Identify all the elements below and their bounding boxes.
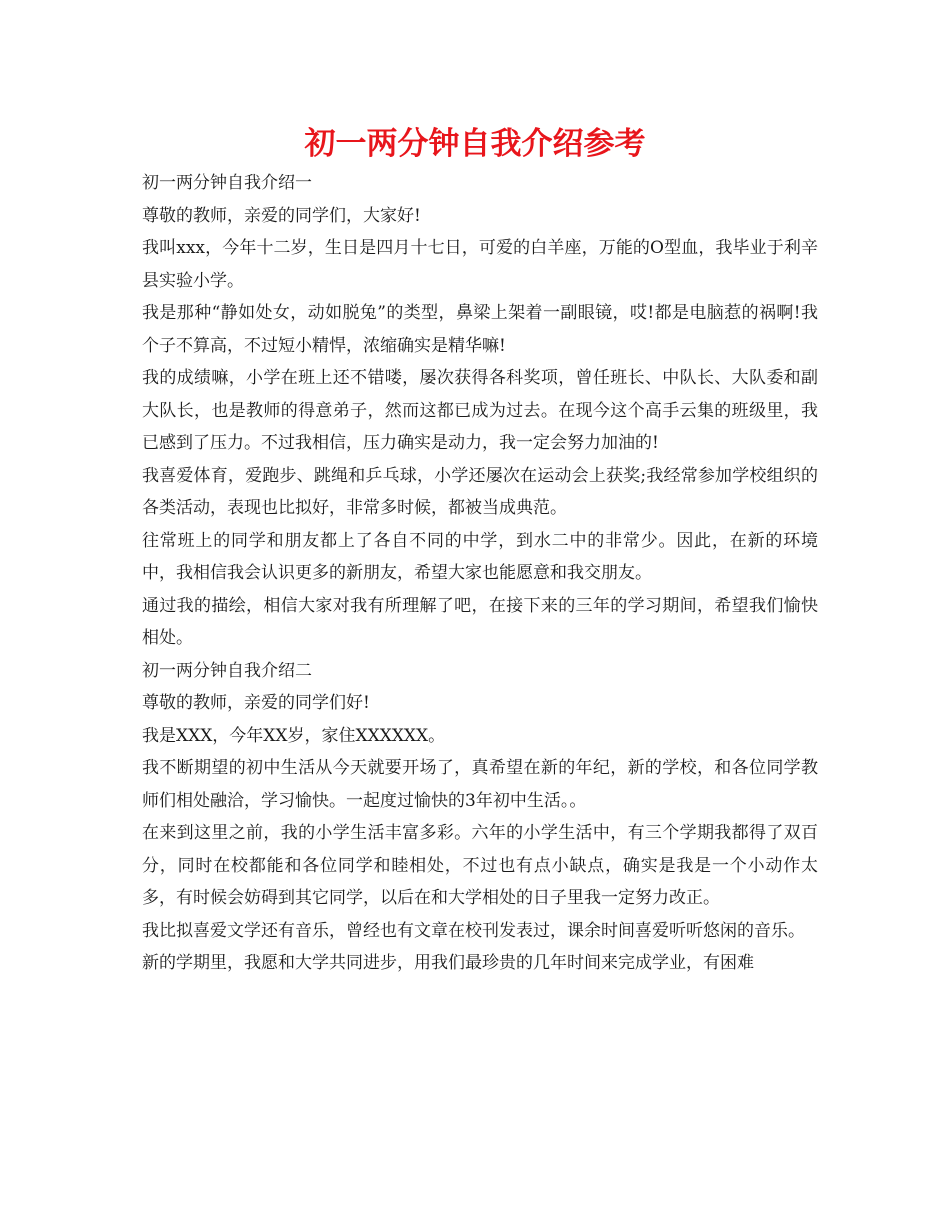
paragraph: 往常班上的同学和朋友都上了各自不同的中学，到水二中的非常少。因此，在新的环境中，我相信我会认识更多的新朋友，希望大家也能愿意和我交朋友。 (142, 530, 818, 583)
document-body (142, 167, 818, 980)
paragraph: 我的成绩嘛，小学在班上还不错喽，屡次获得各科奖项，曾任班长、中队长、大队委和副大队长，也是教师的得意弟子，然而这都已成为过去。在现今这个高手云集的班级里，我已感到了压力。不过我相信，压力确实是动力，我一定会努力加油的! (142, 368, 818, 453)
paragraph: 尊敬的教师，亲爱的同学们，大家好! (142, 205, 421, 226)
paragraph: 通过我的描绘，相信大家对我有所理解了吧，在接下来的三年的学习期间，希望我们愉快相处。 (142, 595, 818, 648)
paragraph: 我叫xxx，今年十二岁，生日是四月十七日，可爱的白羊座，万能的O型血，我毕业于利辛县实验小学。 (142, 238, 818, 291)
section-heading: 初一两分钟自我介绍二 (142, 660, 312, 681)
paragraph: 我是那种“静如处女，动如脱兔”的类型，鼻梁上架着一副眼镜，哎!都是电脑惹的祸啊!我个子不算高，不过短小精悍，浓缩确实是精华嘛! (142, 303, 818, 356)
paragraph: 尊敬的教师，亲爱的同学们好! (142, 693, 370, 713)
paragraph: 我喜爱体育，爱跑步、跳绳和乒乓球，小学还屡次在运动会上获奖;我经常参加学校组织的各类活动，表现也比拟好，非常多时候，都被当成典范。 (142, 465, 818, 518)
paragraph: 我是XXX，今年XX岁，家住XXXXXX。 (142, 725, 446, 746)
paragraph: 新的学期里，我愿和大学共同进步，用我们最珍贵的几年时间来完成学业，有困难 (142, 953, 754, 973)
paragraph: 在来到这里之前，我的小学生活丰富多彩。六年的小学生活中，有三个学期我都得了双百分，同时在校都能和各位同学和睦相处，不过也有点小缺点，确实是我是一个小动作太多，有时候会妨碍到其它同学，以后在和大学相处的日子里我一定努力改正。 (142, 823, 818, 908)
paragraph: 我比拟喜爱文学还有音乐，曾经也有文章在校刊发表过，课余时间喜爱听听悠闲的音乐。 (142, 920, 805, 941)
paragraph: 我不断期望的初中生活从今天就要开场了，真希望在新的年纪，新的学校，和各位同学教师们相处融洽，学习愉快。一起度过愉快的3年初中生活。。 (142, 758, 818, 811)
page-title: 初一两分钟自我介绍参考 (304, 126, 646, 162)
section-heading: 初一两分钟自我介绍一 (142, 173, 312, 193)
